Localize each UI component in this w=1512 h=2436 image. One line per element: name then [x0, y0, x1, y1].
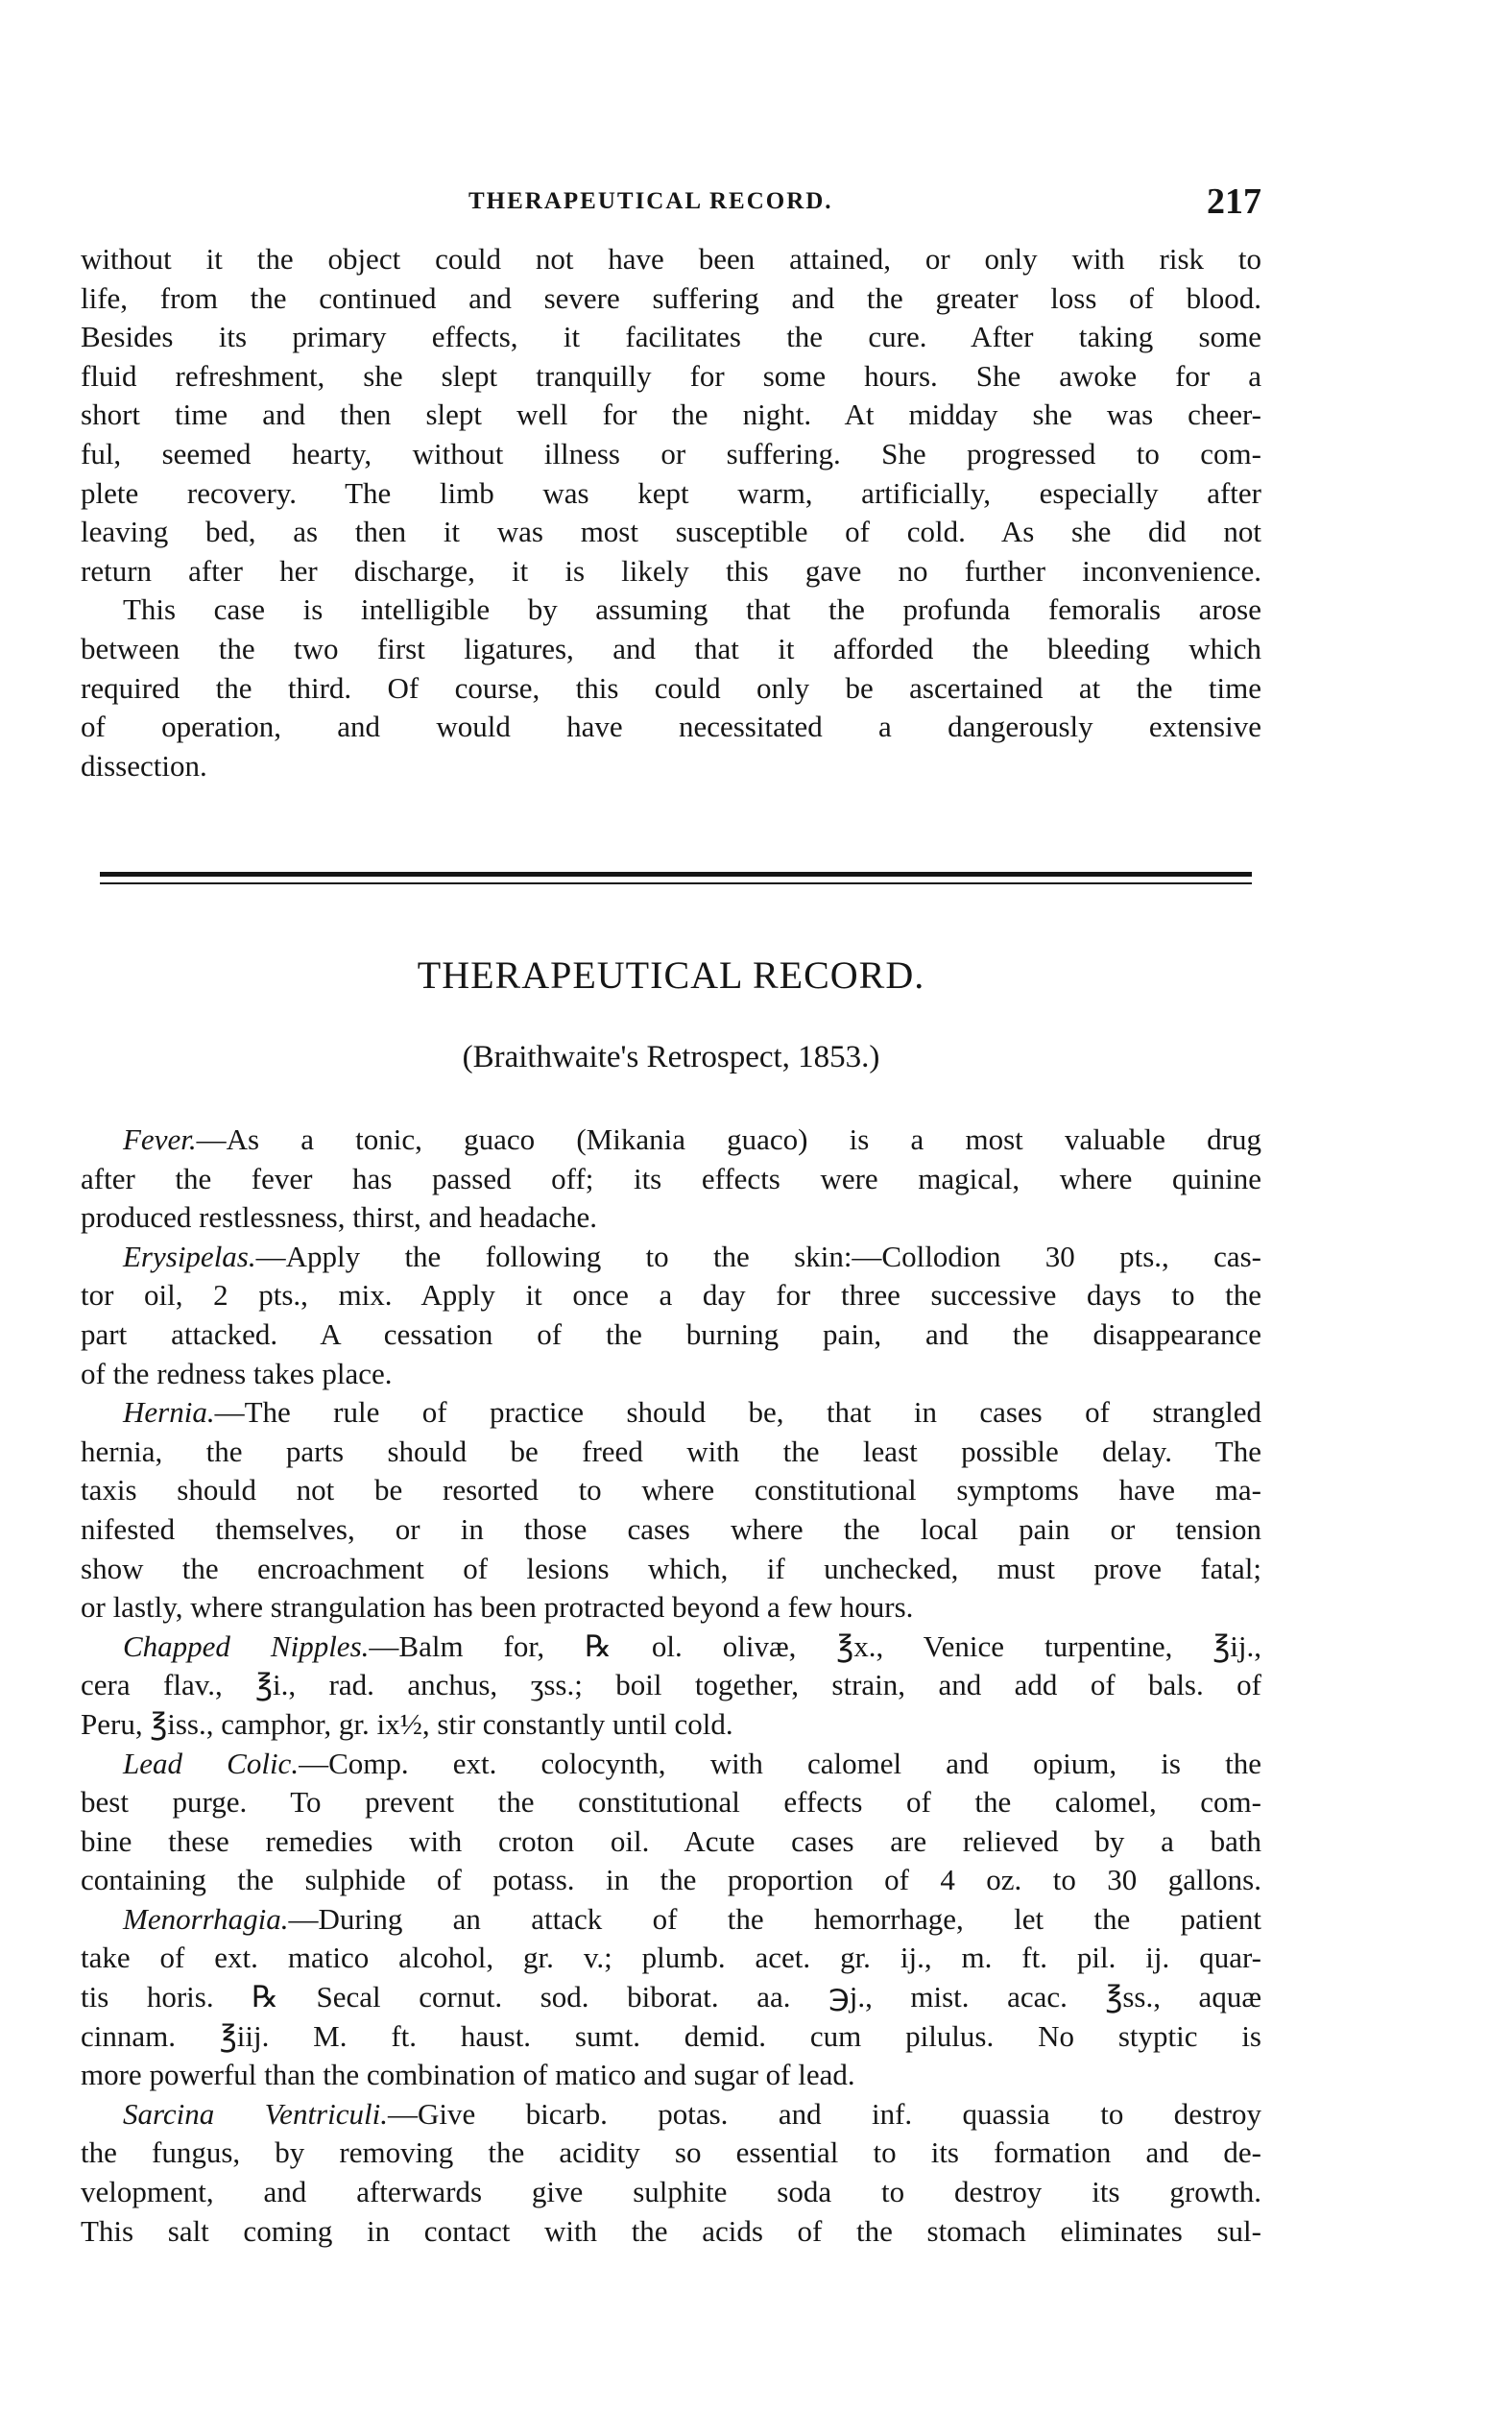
entry-heading: Hernia.: [123, 1395, 215, 1430]
text-line: hernia, the parts should be freed with the least possible delay. The: [81, 1434, 1261, 1468]
text-line: nifested themselves, or in those cases where the local pain or tension: [81, 1511, 1261, 1546]
text-line: of the redness takes place.: [81, 1356, 393, 1390]
running-head: [81, 181, 1261, 223]
text-line: between the two first ligatures, and that it afforded the bleeding which: [81, 631, 1261, 665]
text-line: part attacked. A cessation of the burning pain, and the disappearance: [81, 1316, 1261, 1351]
entry-hernia: [81, 1393, 1261, 1433]
text-line: the fungus, by removing the acidity so essential to its formation and de-: [81, 2135, 1261, 2170]
text-line: or lastly, where strangulation has been protracted beyond a few hours.: [81, 1590, 914, 1625]
text-line: best purge. To prevent the constitutional effects of the calomel, com-: [81, 1785, 1261, 1820]
text-line: taxis should not be resorted to where constitutional symptoms have ma-: [81, 1473, 1261, 1507]
text-line: containing the sulphide of potass. in the proportion of 4 oz. to 30 gallons.: [81, 1863, 1261, 1897]
entry-erysipelas: [81, 1238, 1261, 1277]
text-line: This case is intelligible by assuming that the profunda femoralis arose: [123, 592, 1261, 627]
text-line: dissection.: [81, 748, 207, 783]
page-number: 217: [1207, 181, 1261, 222]
text-line: show the encroachment of lesions which, if unchecked, must prove fatal;: [81, 1551, 1261, 1585]
entry-heading: Fever.: [123, 1122, 197, 1156]
entry-text: —As a tonic, guaco (Mikania guaco) is a most valuable drug: [196, 1122, 1261, 1156]
text-line: plete recovery. The limb was kept warm, artificially, especially after: [81, 475, 1261, 510]
text-line: take of ext. matico alcohol, gr. v.; plumb. acet. gr. ij., m. ft. pil. ij. quar-: [81, 1941, 1261, 1975]
text-line: life, from the continued and severe suffering and the greater loss of blood.: [81, 280, 1261, 315]
text-line: short time and then slept well for the night. At midday she was cheer-: [81, 398, 1261, 432]
text-line: bine these remedies with croton oil. Acute cases are relieved by a bath: [81, 1823, 1261, 1858]
entry-text: —Give bicarb. potas. and inf. quassia to destroy: [387, 2096, 1261, 2131]
text-line: cera flav., ℥i., rad. anchus, ʒss.; boil together, strain, and add of bals. of: [81, 1668, 1261, 1702]
text-line: fluid refreshment, she slept tranquilly for some hours. She awoke for a: [81, 358, 1261, 393]
text-line: required the third. Of course, this could only be ascertained at the time: [81, 670, 1261, 705]
entry-sarcina-ventriculi: [81, 2095, 1261, 2135]
text-line: tor oil, 2 pts., mix. Apply it once a day for three successive days to the: [81, 1278, 1261, 1313]
text-line: of operation, and would have necessitated a dangerously extensive: [81, 710, 1261, 744]
text-line: return after her discharge, it is likely this gave no further inconvenience.: [81, 553, 1261, 588]
section-source: (Braithwaite's Retrospect, 1853.): [462, 1040, 880, 1074]
text-line: leaving bed, as then it was most susceptible of cold. As she did not: [81, 515, 1261, 549]
entry-menorrhagia: [81, 1900, 1261, 1940]
text-line: after the fever has passed off; its effects were magical, where quinine: [81, 1161, 1261, 1195]
text-line: cinnam. ℥iij. M. ft. haust. sumt. demid. cum pilulus. No styptic is: [81, 2018, 1261, 2053]
text-line: tis horis. ℞ Secal cornut. sod. biborat. aa. ℈j., mist. acac. ℥ss., aquæ: [81, 1980, 1261, 2014]
entry-text: —Comp. ext. colocynth, with calomel and opium, is the: [299, 1746, 1261, 1780]
entry-text: —Apply the following to the skin:—Collodion 30 pts., cas-: [255, 1239, 1261, 1273]
entry-text: —Balm for, ℞ ol. olivæ, ℥x., Venice turpentine, ℥ij.,: [369, 1628, 1262, 1663]
record-entries: [81, 1121, 1261, 2251]
running-title: THERAPEUTICAL RECORD.: [468, 188, 833, 214]
text-line: more powerful than the combination of matico and sugar of lead.: [81, 2058, 855, 2092]
entry-heading: Chapped Nipples.: [123, 1628, 370, 1663]
entry-chapped-nipples: [81, 1628, 1261, 1667]
text-line: Besides its primary effects, it facilitates the cure. After taking some: [81, 320, 1261, 354]
continued-case-paragraph: [81, 240, 1261, 785]
entry-heading: Lead Colic.: [123, 1746, 300, 1780]
text-line: without it the object could not have been attained, or only with risk to: [81, 242, 1261, 276]
text-line: Peru, ℥iss., camphor, gr. ix½, stir constantly until cold.: [81, 1706, 733, 1741]
entry-text: —The rule of practice should be, that in cases of strangled: [214, 1395, 1261, 1430]
entry-heading: Sarcina Ventriculi.: [123, 2096, 388, 2131]
entry-fever: [81, 1121, 1261, 1160]
entry-heading: Erysipelas.: [123, 1239, 256, 1273]
text-line: velopment, and afterwards give sulphite soda to destroy its growth.: [81, 2175, 1261, 2209]
text-line: produced restlessness, thirst, and headache.: [81, 1200, 598, 1235]
entry-lead-colic: [81, 1745, 1261, 1784]
section-title: THERAPEUTICAL RECORD.: [417, 953, 925, 997]
entry-heading: Menorrhagia.: [123, 1901, 289, 1936]
entry-text: —During an attack of the hemorrhage, let the patient: [288, 1901, 1261, 1936]
section-divider-thick: [100, 872, 1252, 877]
section-divider-thin: [100, 882, 1252, 884]
text-line: ful, seemed hearty, without illness or suffering. She progressed to com-: [81, 436, 1261, 470]
text-line: This salt coming in contact with the acids of the stomach eliminates sul-: [81, 2213, 1261, 2248]
